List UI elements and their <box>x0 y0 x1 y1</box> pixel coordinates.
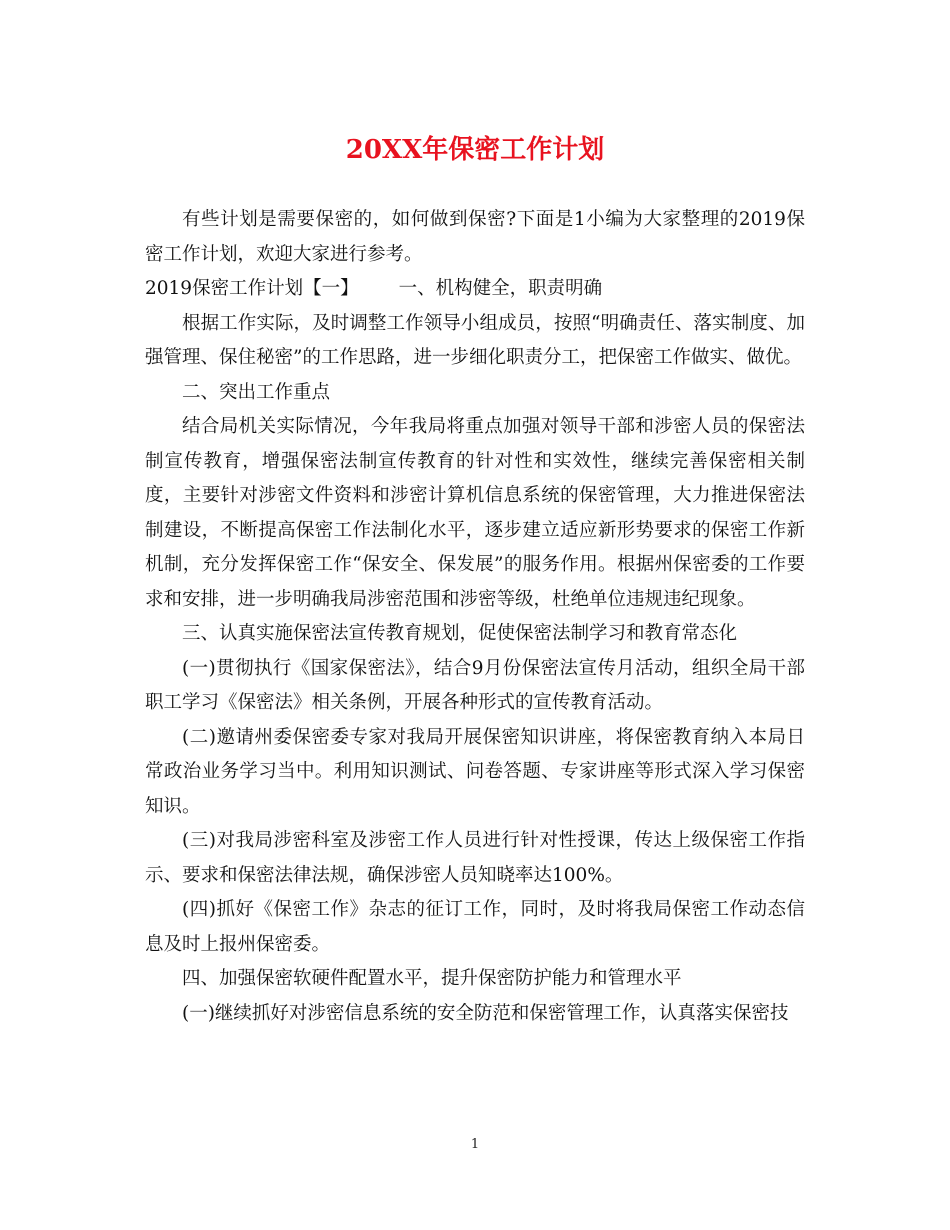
section3-item: (一)贯彻执行《国家保密法》，结合9月份保密法宣传月活动，组织全局干部职工学习《保密法》相关条例，开展各种形式的宣传教育活动。 <box>145 657 805 713</box>
section2-heading: 二、突出工作重点 <box>182 381 331 403</box>
section1-heading: 一、机构健全，职责明确 <box>398 278 603 299</box>
section3-heading: 三、认真实施保密法宣传教育规划，促使保密法制学习和教育常态化 <box>182 623 738 644</box>
section4-item: (一)继续抓好对涉密信息系统的安全防范和保密管理工作，认真落实保密技 <box>182 1002 789 1024</box>
section3-item: (二)邀请州委保密委专家对我局开展保密知识讲座，将保密教育纳入本局日常政治业务学习当中。利用知识测试、问卷答题、专家讲座等形式深入学习保密知识。 <box>145 726 805 817</box>
section1-body: 根据工作实际，及时调整工作领导小组成员，按照“明确责任、落实制度、加强管理、保住秘密”的工作思路，进一步细化职责分工，把保密工作做实、做优。 <box>145 312 805 368</box>
section2-body: 结合局机关实际情况，今年我局将重点加强对领导干部和涉密人员的保密法制宣传教育，增强保密法制宣传教育的针对性和实效性，继续完善保密相关制度，主要针对涉密文件资料和涉密计算机信息系统的保密管理，大力推进保密法制建设，不断提高保密工作法制化水平，逐步建立适应新形势要求的保密工作新机制，充分发挥保密工作“保安全、保发展”的服务作用。根据州保密委的工作要求和安排，进一步明确我局涉密范围和涉密等级，杜绝单位违规违纪现象。 <box>145 416 805 610</box>
section3-item: (三)对我局涉密科室及涉密工作人员进行针对性授课，传达上级保密工作指示、要求和保密法律法规，确保涉密人员知晓率达100%。 <box>145 830 805 886</box>
page-number: 1 <box>470 1137 480 1152</box>
section3-item: (四)抓好《保密工作》杂志的征订工作，同时，及时将我局保密工作动态信息及时上报州保密委。 <box>145 899 805 955</box>
section4-heading: 四、加强保密软硬件配置水平，提升保密防护能力和管理水平 <box>182 968 682 989</box>
document-body <box>145 203 805 1031</box>
intro-paragraph: 有些计划是需要保密的，如何做到保密?下面是1小编为大家整理的2019保密工作计划，欢迎大家进行参考。 <box>145 209 805 265</box>
plan-label: 2019保密工作计划【一】 <box>145 278 359 299</box>
document-title: 20XX年保密工作计划 <box>345 135 605 165</box>
plan-heading-line <box>145 272 805 307</box>
